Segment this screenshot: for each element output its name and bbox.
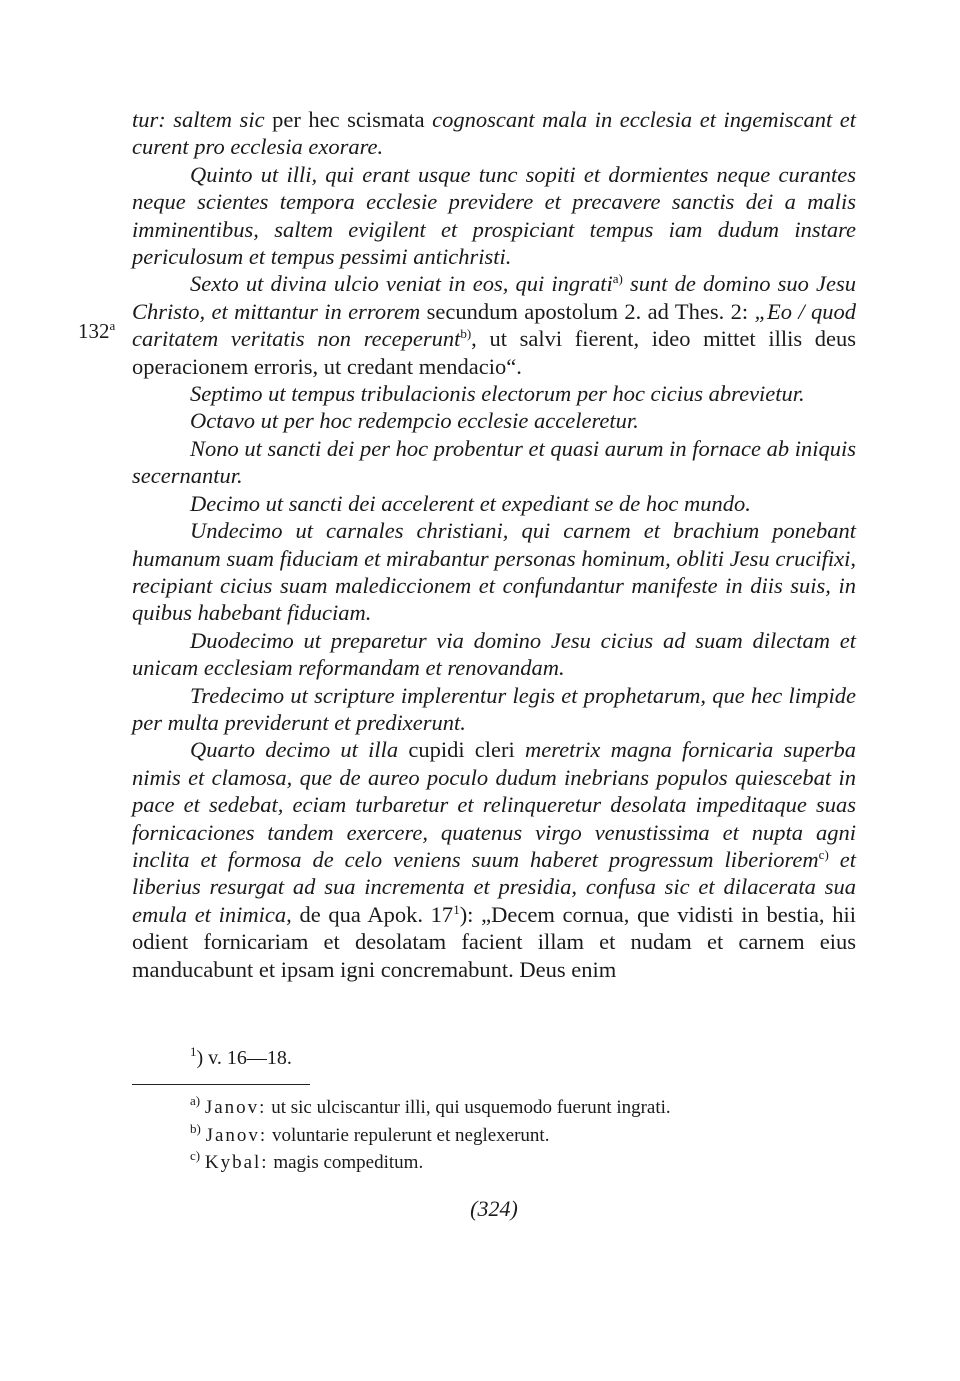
paragraph-duodecimo-text: Duodecimo ut preparetur via domino Jesu cicius ad suam dilectam et unicam ecclesiam reformandam et renovandam. (132, 627, 856, 681)
paragraph-quarto-decimo-span-6: ): „Decem cornua, que vidisti in bestia, hii odient fornicariam et desolatam facient illam et nudam et carnem eius manducabunt et ipsam igni concremabunt. Deus enim (132, 901, 857, 982)
paragraph-septimo (132, 380, 856, 407)
paragraph-sexto (132, 270, 856, 380)
footnotes (190, 1094, 671, 1177)
paragraph-0-span-1: tur: saltem sic (132, 107, 265, 132)
paragraph-quarto-decimo-span-5: de qua Apok. 17 (291, 901, 454, 927)
footnote-item (190, 1122, 671, 1150)
paragraph-sexto-span-4: „Eo / quod caritatem veritatis non receperunt (132, 298, 857, 352)
paragraph-septimo-text: Septimo ut tempus tribulacionis electorum per hoc cicius abrevietur. (190, 381, 805, 407)
paragraph-decimo-text: Decimo ut sancti dei accelerent et expediant se de hoc mundo. (190, 490, 751, 516)
footnote-source: Janov: (205, 1124, 268, 1146)
footnote-text: voluntarie repulerunt et neglexerunt. (267, 1124, 550, 1146)
footnote-item (190, 1094, 671, 1122)
paragraph-tredecimo-text: Tredecimo ut scripture implerentur legis et prophetarum, que hec limpide per multa previderunt et predixerunt. (132, 682, 856, 735)
numbered-footnote-mark: 1 (190, 1044, 197, 1059)
paragraph-quarto-decimo (132, 736, 856, 983)
paragraph-nono-text: Nono ut sancti dei per hoc probentur et quasi aurum in fornace ab iniquis secernantur. (132, 435, 857, 489)
paragraph-decimo (132, 490, 856, 517)
numbered-footnote (190, 1045, 292, 1071)
paragraph-sexto-span-2: sunt de domino suo Jesu Christo, et mittantur in errorem (132, 271, 857, 324)
paragraph-undecimo (132, 517, 856, 627)
footnote-source: Janov: (204, 1097, 267, 1118)
paragraph-undecimo-text: Undecimo ut carnales christiani, qui carnem et brachium ponebant humanum suam fiduciam et mirabantur personas hominum, obliti Jesu crucifixi, recipiant cicius suam malediccionem et confundantur manifeste in diis suis, in quibus habebant fiduciam. (132, 518, 856, 626)
footnote-mark: b) (190, 1120, 201, 1136)
paragraph-quarto-decimo-span-2: cupidi cleri (398, 737, 525, 763)
footnote-item (190, 1149, 671, 1177)
footnote-ref-b: b) (460, 326, 472, 342)
paragraph-duodecimo (132, 627, 856, 682)
footnote-divider (132, 1084, 310, 1085)
margin-folio-sup: a (109, 318, 116, 333)
paragraph-sexto-span-3: secundum apostolum 2. ad Thes. 2: (420, 298, 755, 324)
numbered-footnote-text: ) v. 16—18. (196, 1047, 292, 1069)
footnote-mark: c) (190, 1148, 201, 1163)
footnote-text: ut sic ulciscantur illi, qui usquemodo fuerunt ingrati. (266, 1097, 671, 1118)
paragraph-quarto-decimo-span-4: et liberius resurgat ad sua incrementa et presidia, confusa sic et dilacerata sua emula et inimica, (132, 846, 857, 927)
main-text (132, 106, 856, 983)
paragraph-sexto-span-5: , ut salvi fierent, ideo mittet illis deus operacionem erroris, ut credant mendacio“. (132, 326, 856, 379)
footnote-ref-1: 1 (453, 901, 460, 917)
margin-folio-note (78, 318, 115, 345)
paragraph-0-span-3: cognoscant mala in ecclesia et ingemiscant et curent pro ecclesia exorare. (132, 107, 856, 160)
footnote-mark: a) (190, 1093, 201, 1108)
margin-folio-number: 132 (78, 319, 110, 343)
paragraph-tredecimo (132, 682, 856, 737)
paragraph-quinto-text: Quinto ut illi, qui erant usque tunc sopiti et dormientes neque curantes neque scientes tempora ecclesie previdere et precavere sanctis dei a malis imminentibus, saltem evigilent et prospiciant tempus iam dudum instare periculosum et tempus pessimi antichristi. (132, 161, 856, 270)
paragraph-nono (132, 435, 856, 490)
footnote-source: Kybal: (204, 1152, 269, 1173)
paragraph-quarto-decimo-span-3: meretrix magna fornicaria superba nimis et clamosa, que de aureo poculo dudum inebrians populos quiescebat in pace et sedebat, eciam turbaretur et relinqueretur desolata impeditaque suas fornicaciones tandem exercere, quatenus virgo venustissima et nupta agni inclita et formosa de celo veniens suum haberet progressum liberiorem (132, 737, 856, 872)
paragraph-octavo-text: Octavo ut per hoc redempcio ecclesie acceleretur. (190, 408, 639, 434)
page-number: (324) (470, 1196, 518, 1221)
footnote-text: magis compeditum. (268, 1152, 424, 1173)
paragraph-quarto-decimo-span-1: Quarto decimo ut illa (190, 737, 399, 763)
paragraph-octavo (132, 407, 856, 434)
paragraph-sexto-span-1: Sexto ut divina ulcio veniat in eos, qui ingrati (190, 271, 613, 297)
paragraph-0-span-2: per hec scismata (264, 107, 433, 132)
footnote-ref-a: a) (612, 271, 623, 287)
footnote-ref-c: c) (818, 846, 829, 862)
paragraph-quinto (132, 161, 856, 271)
paragraph-0 (132, 106, 856, 161)
